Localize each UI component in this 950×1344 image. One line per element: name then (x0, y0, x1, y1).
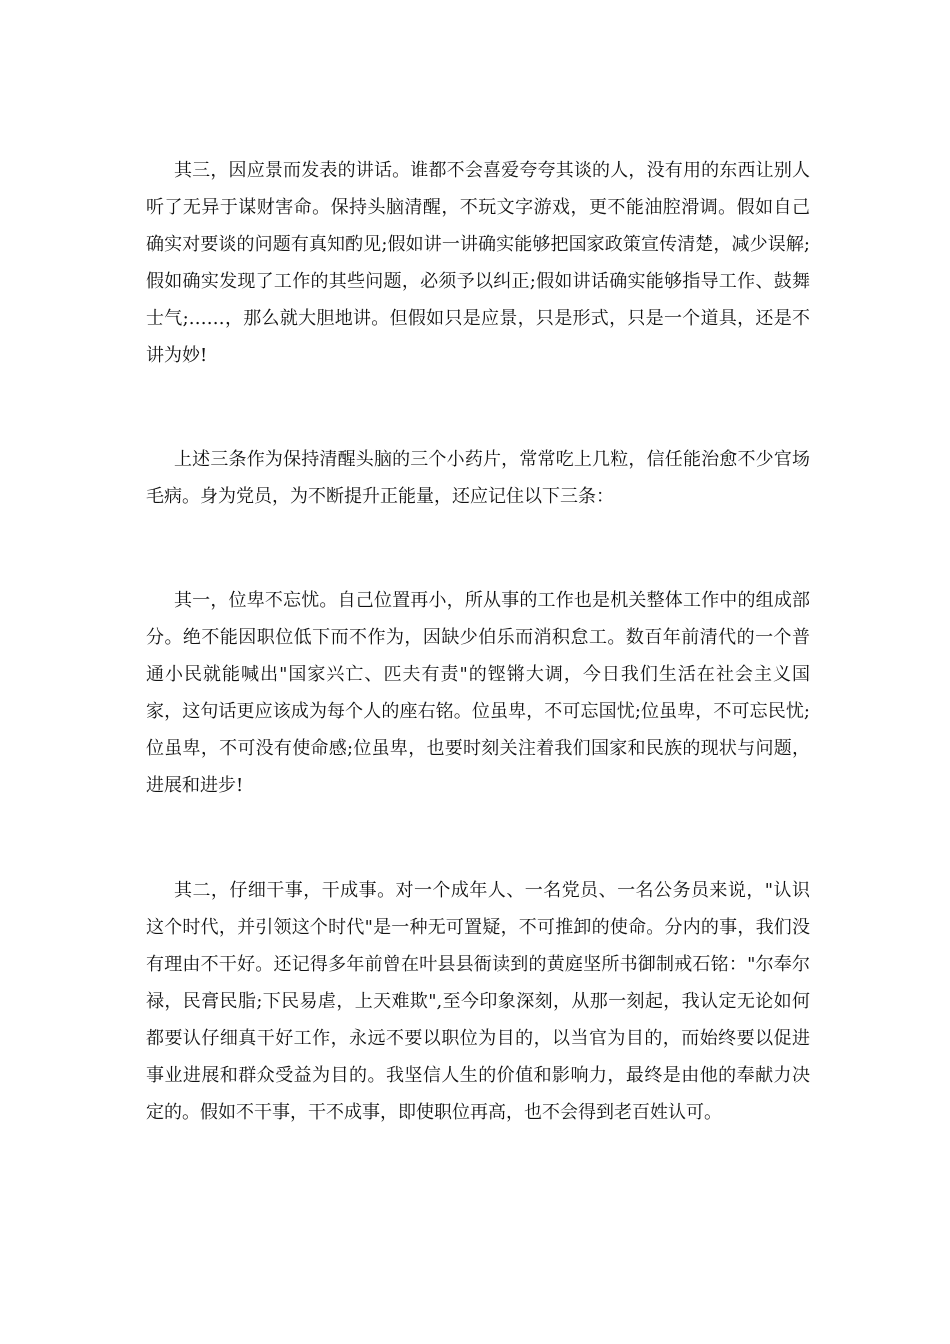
paragraph-summary: 上述三条作为保持清醒头脑的三个小药片，常常吃上几粒，信任能治愈不少官场毛病。身为党员，为不断提升正能量，还应记住以下三条： (146, 449, 810, 507)
paragraph-qi-san: 其三，因应景而发表的讲话。谁都不会喜爱夸夸其谈的人，没有用的东西让别人听了无异于谋财害命。保持头脑清醒，不玩文字游戏，更不能油腔滑调。假如自己确实对要谈的问题有真知酌见;假如讲一讲确实能够把国家政策宣传清楚，减少误解;假如确实发现了工作的其些问题，必须予以纠正;假如讲话确实能够指导工作、鼓舞士气;……，那么就大胆地讲。但假如只是应景，只是形式，只是一个道具，还是不讲为妙! (146, 160, 810, 366)
paragraph-qi-yi: 其一，位卑不忘忧。自己位置再小，所从事的工作也是机关整体工作中的组成部分。绝不能因职位低下而不作为，因缺少伯乐而消积怠工。数百年前清代的一个普通小民就能喊出"国家兴亡、匹夫有责"的铿锵大调，今日我们生活在社会主义国家，这句话更应该成为每个人的座右铭。位虽卑，不可忘国忧;位虽卑，不可忘民忧;位虽卑，不可没有使命感;位虽卑，也要时刻关注着我们国家和民族的现状与问题，进展和进步! (146, 590, 810, 796)
paragraph-qi-er: 其二，仔细干事，干成事。对一个成年人、一名党员、一名公务员来说，"认识这个时代，并引领这个时代"是一种无可置疑，不可推卸的使命。分内的事，我们没有理由不干好。还记得多年前曾在叶县县衙读到的黄庭坚所书御制戒石铭："尔奉尔禄，民膏民脂;下民易虐，上天难欺",至今印象深刻，从那一刻起，我认定无论如何都要认仔细真干好工作，永远不要以职位为目的，以当官为目的，而始终要以促进事业进展和群众受益为目的。我坚信人生的价值和影响力，最终是由他的奉献力决定的。假如不干事，干不成事，即使职位再高，也不会得到老百姓认可。 (146, 880, 810, 1123)
